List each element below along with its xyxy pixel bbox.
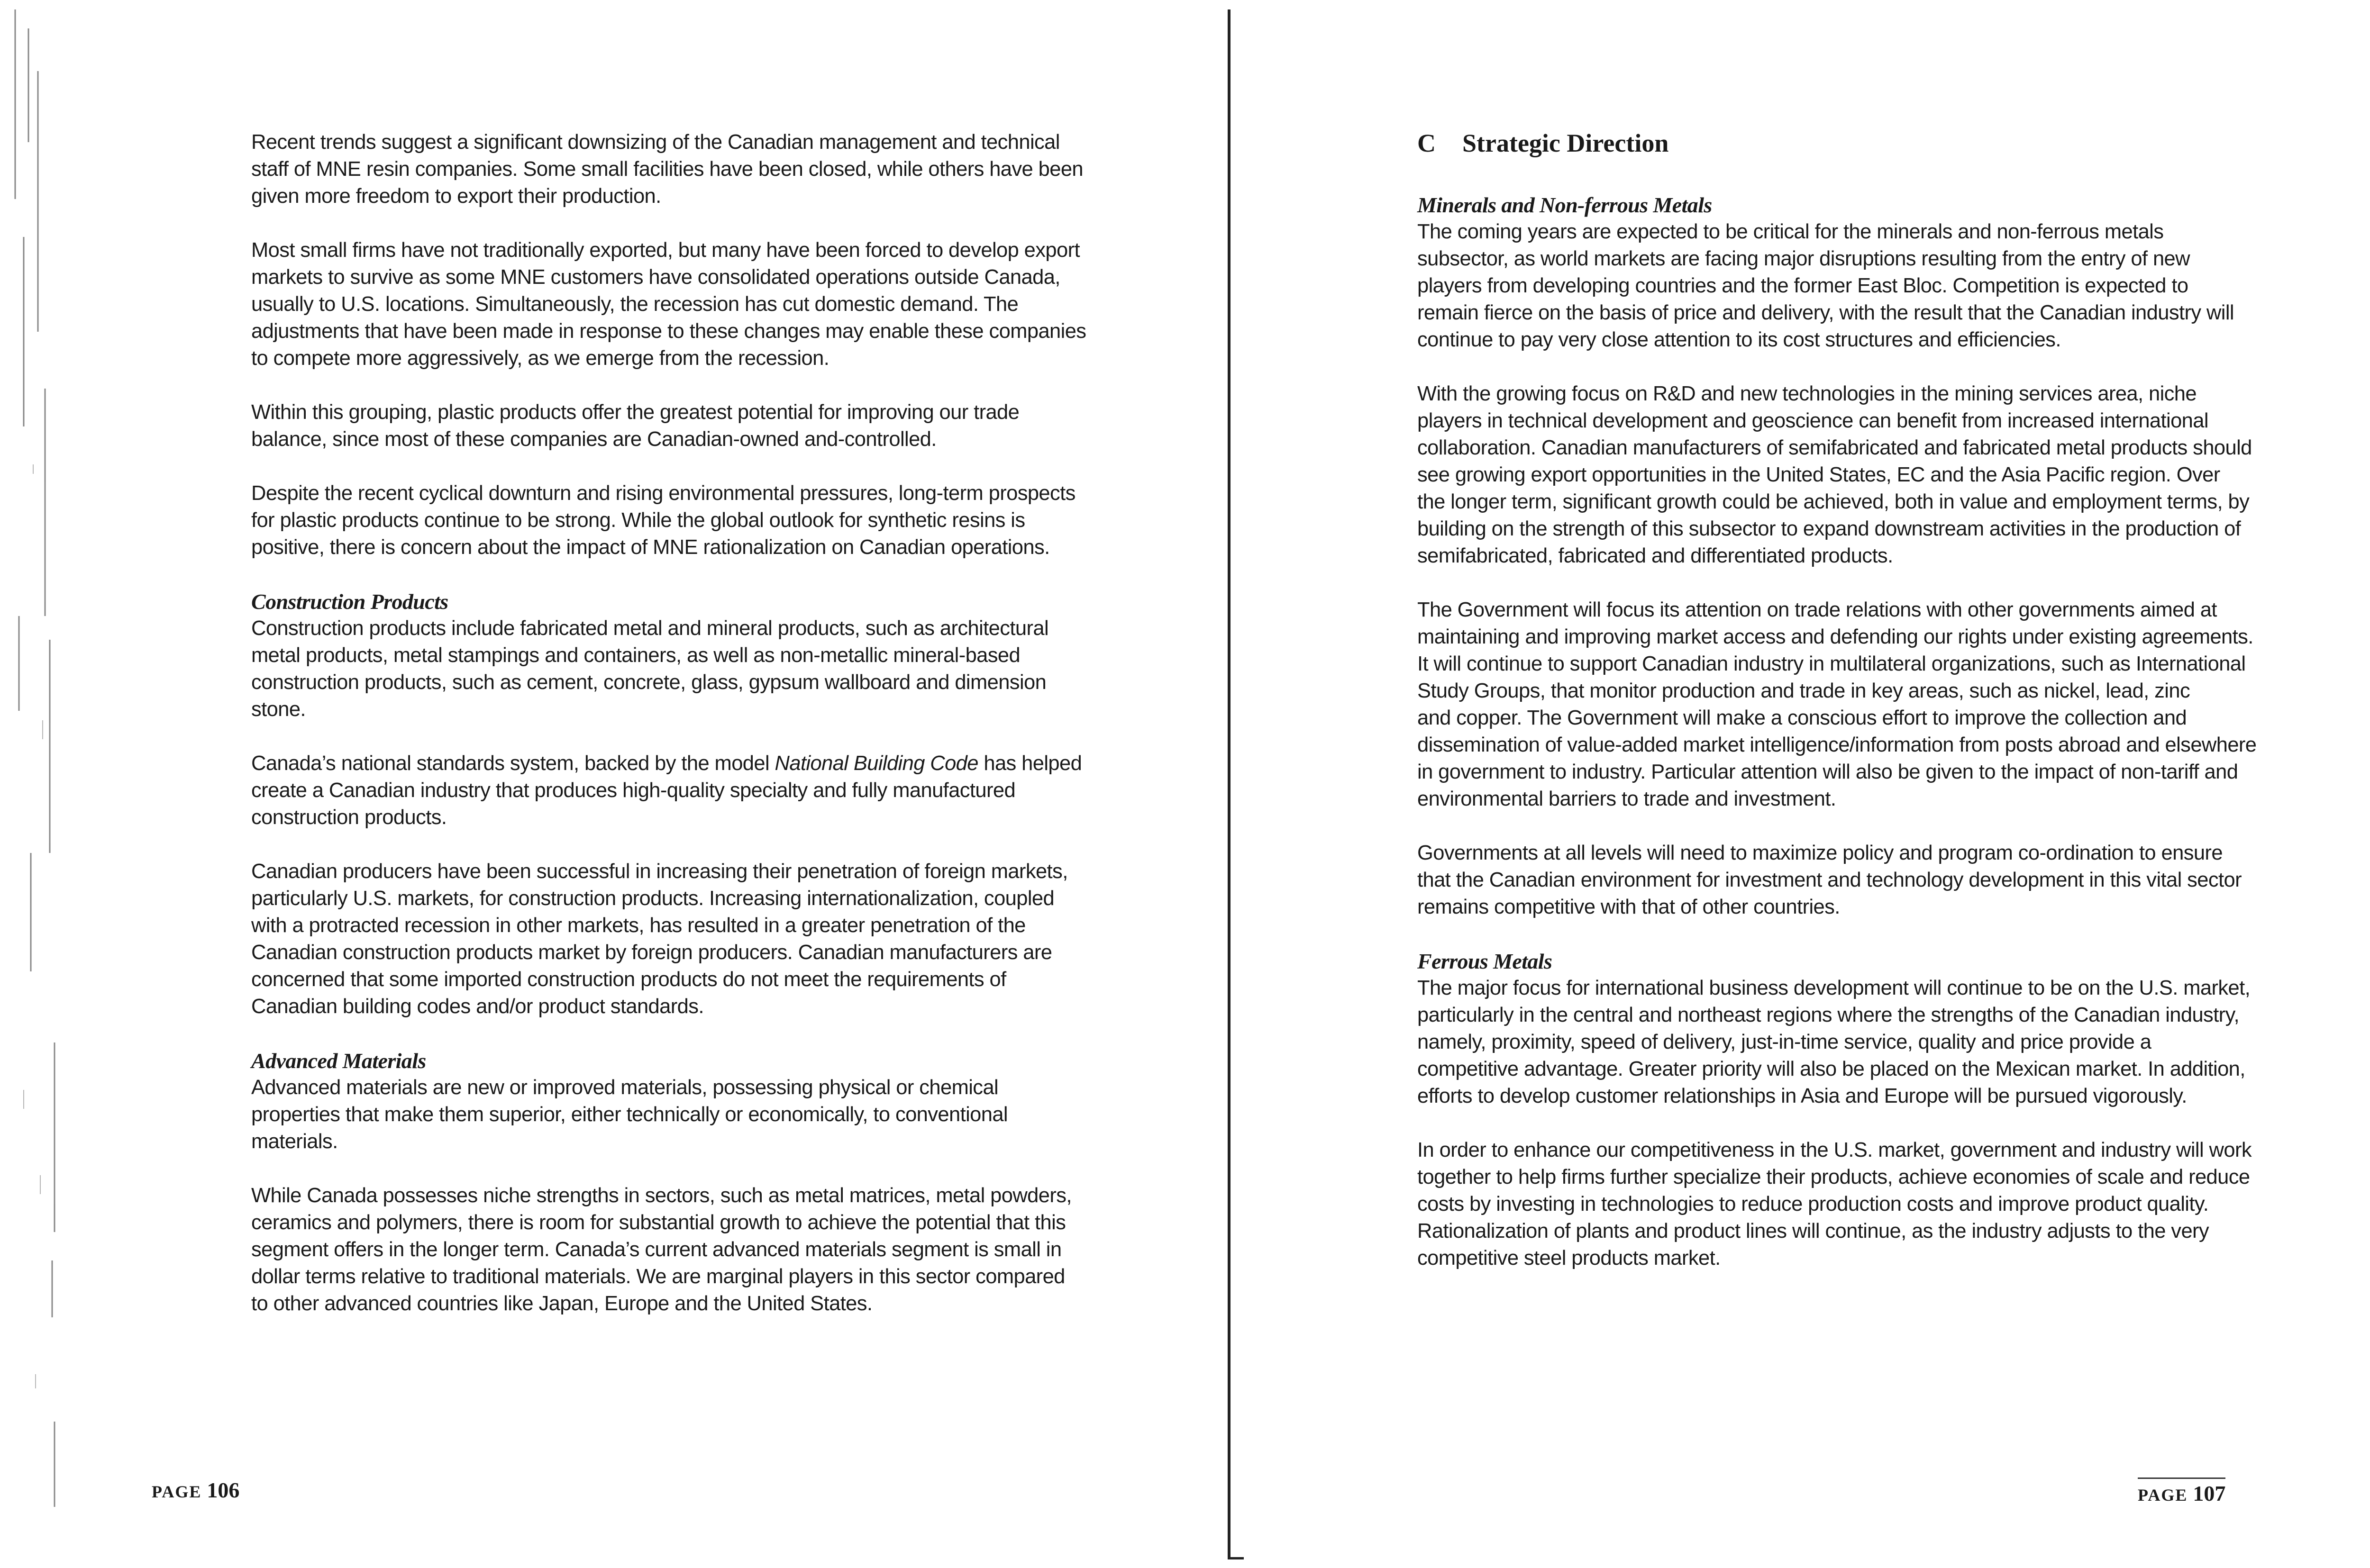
text-line: dollar terms relative to traditional materials. We are marginal players in this sector compared (251, 1265, 1065, 1288)
folio-label: PAGE (2138, 1486, 2188, 1505)
construction-paragraph-3 (251, 858, 1119, 1020)
page-number-left (152, 1477, 239, 1503)
left-page-column (251, 129, 1119, 1344)
book-gutter-line (1228, 9, 1231, 1559)
section-letter: C (1417, 129, 1436, 157)
text-line: The Government will focus its attention on trade relations with other governments aimed at (1417, 598, 2217, 621)
text-line: namely, proximity, speed of delivery, just-in-time service, quality and price provide a (1417, 1031, 2151, 1053)
text-line: Most small firms have not traditionally exported, but many have been forced to develop export (251, 239, 1080, 262)
text-line: players from developing countries and the former East Bloc. Competition is expected to (1417, 274, 2188, 297)
text-line: competitive advantage. Greater priority will also be placed on the Mexican market. In addition, (1417, 1058, 2245, 1080)
text-line: It will continue to support Canadian industry in multilateral organizations, such as International (1417, 653, 2246, 675)
text-line: usually to U.S. locations. Simultaneously, the recession has cut domestic demand. The (251, 293, 1019, 316)
text-line: with a protracted recession in other markets, has resulted in a greater penetration of the (251, 914, 1026, 937)
text-line: Canadian building codes and/or product standards. (251, 995, 704, 1018)
text-line: Within this grouping, plastic products offer the greatest potential for improving our trade (251, 401, 1020, 424)
intro-paragraph-1 (251, 129, 1119, 210)
text-line: The major focus for international business development will continue to be on the U.S. market, (1417, 977, 2251, 999)
page-number-right (2138, 1477, 2225, 1506)
text-line: properties that make them superior, either technically or economically, to conventional (251, 1103, 1008, 1126)
text-line: players in technical development and geoscience can benefit from increased international (1417, 409, 2208, 432)
text-line: Despite the recent cyclical downturn and rising environmental pressures, long-term prospects (251, 482, 1076, 505)
text-line: remain fierce on the basis of price and delivery, with the result that the Canadian industry will (1417, 301, 2234, 324)
text-line: for plastic products continue to be strong. While the global outlook for synthetic resins is (251, 509, 1025, 532)
text-line: In order to enhance our competitiveness in the U.S. market, government and industry will work (1417, 1139, 2252, 1161)
minerals-heading: Minerals and Non-ferrous Metals (1417, 193, 1712, 217)
text-fragment: Canada’s national standards system, backed by the model (251, 752, 775, 775)
text-line: markets to survive as some MNE customers have consolidated operations outside Canada, (251, 266, 1060, 289)
text-line: remains competitive with that of other countries. (1417, 896, 1840, 918)
text-line: staff of MNE resin companies. Some small facilities have been closed, while others have been (251, 158, 1083, 181)
folio-number: 106 (207, 1478, 240, 1502)
text-line: Canadian producers have been successful in increasing their penetration of foreign markets, (251, 860, 1068, 883)
section-heading (1417, 129, 2304, 157)
intro-paragraph-2 (251, 237, 1119, 372)
text-line: balance, since most of these companies are Canadian-owned and-controlled. (251, 428, 937, 451)
text-line: Canadian construction products market by foreign producers. Canadian manufacturers are (251, 941, 1052, 964)
text-line: adjustments that have been made in response to these changes may enable these companies (251, 320, 1086, 343)
text-fragment: has helped (978, 752, 1082, 775)
minerals-paragraph-3 (1417, 597, 2304, 813)
text-line: Governments at all levels will need to maximize policy and program co-ordination to ensure (1417, 842, 2223, 864)
text-line: particularly U.S. markets, for construction products. Increasing internationalization, coupled (251, 887, 1055, 910)
text-line: subsector, as world markets are facing major disruptions resulting from the entry of new (1417, 247, 2190, 270)
advanced-materials-heading: Advanced Materials (251, 1049, 426, 1073)
minerals-paragraph-2 (1417, 381, 2304, 570)
text-line: continue to pay very close attention to its cost structures and efficiencies. (1417, 328, 2061, 351)
right-page-column (1417, 129, 2304, 1299)
text-line: While Canada possesses niche strengths in sectors, such as metal matrices, metal powders, (251, 1184, 1072, 1207)
text-line: environmental barriers to trade and investment. (1417, 788, 1836, 810)
intro-paragraph-4 (251, 480, 1119, 561)
minerals-paragraph-1 (1417, 191, 2304, 353)
building-code-title: National Building Code (775, 752, 978, 775)
advanced-paragraph-1 (251, 1047, 1119, 1155)
text-line: dissemination of value-added market intelligence/information from posts abroad and elsewhere (1417, 734, 2257, 756)
text-line: construction products. (251, 806, 447, 829)
text-line: metal products, metal stampings and containers, as well as non-metallic mineral-based (251, 644, 1021, 667)
text-line: The coming years are expected to be critical for the minerals and non-ferrous metals (1417, 220, 2164, 243)
text-line: together to help firms further specialize their products, achieve economies of scale and reduce (1417, 1166, 2250, 1188)
text-line: Rationalization of plants and product lines will continue, as the industry adjusts to the very (1417, 1220, 2209, 1242)
text-line: and copper. The Government will make a conscious effort to improve the collection and (1417, 707, 2187, 729)
construction-paragraph-2 (251, 750, 1119, 831)
text-line (251, 750, 1119, 777)
text-line: given more freedom to export their production. (251, 185, 661, 208)
text-line: semifabricated, fabricated and differentiated products. (1417, 544, 1893, 567)
section-title: Strategic Direction (1462, 129, 1669, 157)
text-line: create a Canadian industry that produces high-quality specialty and fully manufactured (251, 779, 1016, 802)
text-line: With the growing focus on R&D and new technologies in the mining services area, niche (1417, 382, 2197, 405)
text-line: building on the strength of this subsector to expand downstream activities in the production of (1417, 517, 2241, 540)
text-line: competitive steel products market. (1417, 1247, 1721, 1269)
construction-heading: Construction Products (251, 589, 448, 614)
ferrous-paragraph-1 (1417, 948, 2304, 1110)
text-line: ceramics and polymers, there is room for substantial growth to achieve the potential that this (251, 1211, 1066, 1234)
text-line: segment offers in the longer term. Canada’s current advanced materials segment is small in (251, 1238, 1062, 1261)
text-line: costs by investing in technologies to reduce production costs and improve product quality. (1417, 1193, 2209, 1215)
text-line: maintaining and improving market access and defending our rights under existing agreements. (1417, 625, 2253, 648)
minerals-paragraph-4 (1417, 840, 2304, 921)
text-line: that the Canadian environment for investment and technology development in this vital sector (1417, 869, 2242, 891)
text-line: particularly in the central and northeast regions where the strengths of the Canadian industry, (1417, 1004, 2239, 1026)
folio-label: PAGE (152, 1482, 202, 1501)
text-line: collaboration. Canadian manufacturers of semifabricated and fabricated metal products should (1417, 436, 2252, 459)
text-line: see growing export opportunities in the United States, EC and the Asia Pacific region. Over (1417, 463, 2220, 486)
ferrous-paragraph-2 (1417, 1137, 2304, 1272)
construction-paragraph-1 (251, 588, 1119, 723)
text-line: concerned that some imported construction products do not meet the requirements of (251, 968, 1006, 991)
advanced-paragraph-2 (251, 1182, 1119, 1317)
text-line: to compete more aggressively, as we emerge from the recession. (251, 347, 830, 370)
text-line: positive, there is concern about the impact of MNE rationalization on Canadian operations. (251, 536, 1050, 559)
intro-paragraph-3 (251, 399, 1119, 453)
text-line: efforts to develop customer relationships in Asia and Europe will be pursued vigorously. (1417, 1085, 2187, 1107)
text-line: construction products, such as cement, concrete, glass, gypsum wallboard and dimension (251, 671, 1047, 694)
ferrous-metals-heading: Ferrous Metals (1417, 949, 1552, 973)
text-line: the longer term, significant growth could be achieved, both in value and employment terms, by (1417, 490, 2250, 513)
text-line: Construction products include fabricated metal and mineral products, such as architectural (251, 617, 1049, 640)
text-line: Advanced materials are new or improved materials, possessing physical or chemical (251, 1076, 999, 1099)
folio-number: 107 (2193, 1481, 2226, 1505)
right-page (1232, 0, 2370, 1568)
text-line: Recent trends suggest a significant downsizing of the Canadian management and technical (251, 131, 1060, 154)
text-line: materials. (251, 1130, 338, 1153)
text-line: in government to industry. Particular attention will also be given to the impact of non-tariff and (1417, 761, 2238, 783)
text-line: to other advanced countries like Japan, Europe and the United States. (251, 1292, 873, 1315)
text-line: stone. (251, 698, 306, 721)
text-line: Study Groups, that monitor production and trade in key areas, such as nickel, lead, zinc (1417, 680, 2190, 702)
